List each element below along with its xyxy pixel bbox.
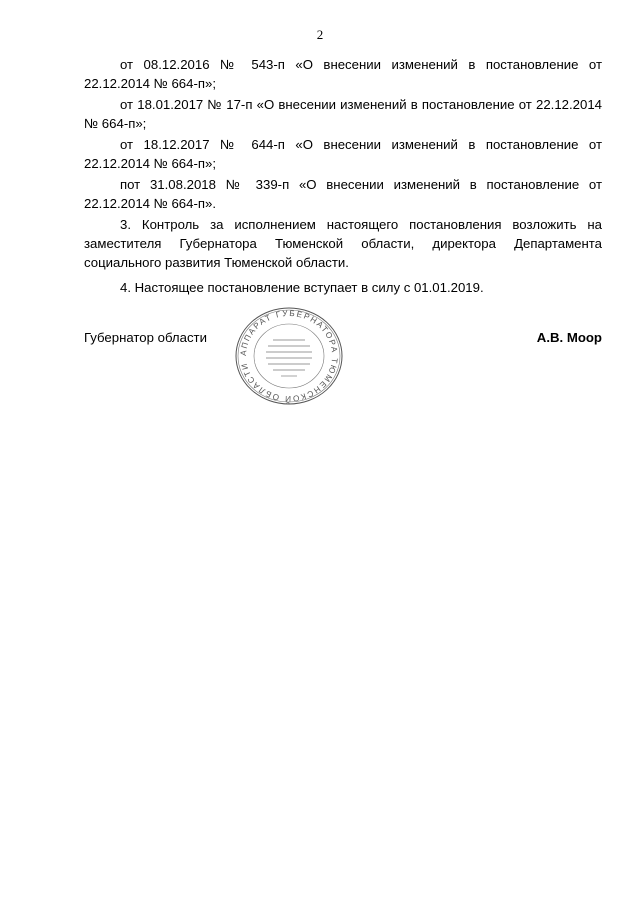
amendment-second-line: 22.12.2014 № 664-п»; [84, 97, 602, 131]
document-body [84, 55, 602, 299]
amendment-item [84, 135, 602, 173]
signatory-position: Губернатор области [84, 330, 207, 345]
seal-center-marks [266, 340, 312, 376]
amendment-first-line: от 08.12.2016 № 543-п «О внесении изменений в постановление от [120, 57, 602, 72]
amendment-first-line: от 18.01.2017 № 17-п «О внесении изменений в постановление от [120, 97, 532, 112]
amendment-second-line: 22.12.2014 № 664-п»; [84, 76, 217, 91]
amendment-item [84, 55, 602, 93]
amendment-first-line: от 18.12.2017 № 644-п «О внесении изменений в постановление от [120, 137, 602, 152]
control-clause: 3. Контроль за исполнением настоящего постановления возложить на заместителя Губернатора Тюменской области, директора Департамента социального развития Тюменской области. [84, 217, 602, 270]
amendment-first-line: пот 31.08.2018 № 339-п «О внесении изменений в постановление от [120, 177, 602, 192]
effective-date-clause: 4. Настоящее постановление вступает в силу с 01.01.2019. [120, 280, 484, 295]
signatory-name: А.В. Моор [536, 330, 602, 345]
amendment-item [84, 175, 602, 213]
amendment-second-line: 22.12.2014 № 664-п». [84, 196, 217, 211]
official-seal-stamp [233, 306, 345, 406]
seal-ring-text: АППАРАТ ГУБЕРНАТОРА ТЮМЕНСКОЙ ОБЛАСТИ [238, 308, 340, 404]
amendment-item [84, 95, 602, 133]
page-number: 2 [316, 27, 324, 42]
amendment-second-line: 22.12.2014 № 664-п»; [84, 156, 217, 171]
